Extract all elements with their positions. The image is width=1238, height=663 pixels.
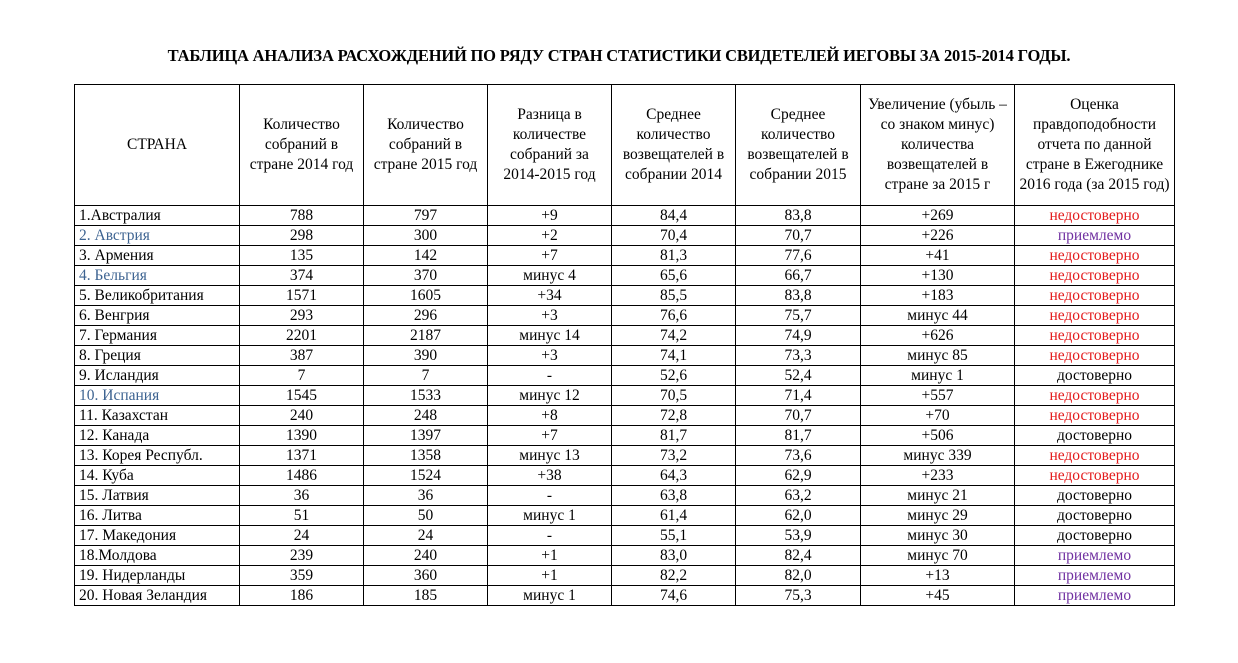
publisher-growth-cell: +626 [861, 326, 1015, 346]
congregation-difference-cell: - [488, 366, 612, 386]
table-header-row [75, 85, 1175, 206]
congregation-difference-cell: - [488, 486, 612, 506]
publisher-growth-cell: минус 30 [861, 526, 1015, 546]
avg-publishers-2014-cell: 70,5 [612, 386, 736, 406]
header-avg-publishers-2014: Среднее количество возвещателей в собрании 2014 [612, 85, 736, 206]
table-row [75, 446, 1175, 466]
avg-publishers-2014-cell: 81,7 [612, 426, 736, 446]
congregation-difference-cell: минус 4 [488, 266, 612, 286]
congregation-difference-cell: +2 [488, 226, 612, 246]
table-row [75, 266, 1175, 286]
table-row [75, 586, 1175, 606]
country-cell: 7. Германия [75, 326, 240, 346]
table-row [75, 306, 1175, 326]
table-row [75, 366, 1175, 386]
header-country: СТРАНА [75, 85, 240, 206]
congregations-2014-cell: 298 [240, 226, 364, 246]
avg-publishers-2014-cell: 73,2 [612, 446, 736, 466]
avg-publishers-2015-cell: 82,0 [736, 566, 861, 586]
table-row [75, 546, 1175, 566]
avg-publishers-2015-cell: 83,8 [736, 206, 861, 226]
table-row [75, 406, 1175, 426]
avg-publishers-2014-cell: 83,0 [612, 546, 736, 566]
header-avg-publishers-2015: Среднее количество возвещателей в собрании 2015 [736, 85, 861, 206]
avg-publishers-2014-cell: 74,6 [612, 586, 736, 606]
publisher-growth-cell: +557 [861, 386, 1015, 406]
congregations-2014-cell: 186 [240, 586, 364, 606]
table-row [75, 326, 1175, 346]
avg-publishers-2015-cell: 82,4 [736, 546, 861, 566]
plausibility-rating-cell: приемлемо [1015, 546, 1175, 566]
country-cell: 18.Молдова [75, 546, 240, 566]
plausibility-rating-cell: недостоверно [1015, 446, 1175, 466]
plausibility-rating-cell: достоверно [1015, 426, 1175, 446]
congregations-2014-cell: 24 [240, 526, 364, 546]
table-row [75, 486, 1175, 506]
congregations-2015-cell: 240 [364, 546, 488, 566]
congregation-difference-cell: +7 [488, 426, 612, 446]
country-cell: 8. Греция [75, 346, 240, 366]
plausibility-rating-cell: приемлемо [1015, 566, 1175, 586]
country-cell: 5. Великобритания [75, 286, 240, 306]
country-cell: 20. Новая Зеландия [75, 586, 240, 606]
avg-publishers-2015-cell: 62,9 [736, 466, 861, 486]
congregations-2014-cell: 374 [240, 266, 364, 286]
congregations-2014-cell: 240 [240, 406, 364, 426]
country-cell: 12. Канада [75, 426, 240, 446]
congregations-2014-cell: 36 [240, 486, 364, 506]
country-cell: 9. Исландия [75, 366, 240, 386]
congregations-2014-cell: 788 [240, 206, 364, 226]
avg-publishers-2014-cell: 76,6 [612, 306, 736, 326]
congregations-2015-cell: 1397 [364, 426, 488, 446]
country-cell: 15. Латвия [75, 486, 240, 506]
document-title: ТАБЛИЦА АНАЛИЗА РАСХОЖДЕНИЙ ПО РЯДУ СТРАН СТАТИСТИКИ СВИДЕТЕЛЕЙ ИЕГОВЫ ЗА 2015-2014 ГОДЫ. [167, 46, 1071, 65]
congregations-2015-cell: 24 [364, 526, 488, 546]
congregations-2015-cell: 360 [364, 566, 488, 586]
congregations-2014-cell: 1545 [240, 386, 364, 406]
avg-publishers-2015-cell: 53,9 [736, 526, 861, 546]
country-cell: 14. Куба [75, 466, 240, 486]
publisher-growth-cell: +70 [861, 406, 1015, 426]
publisher-growth-cell: минус 339 [861, 446, 1015, 466]
table-row [75, 426, 1175, 446]
avg-publishers-2015-cell: 70,7 [736, 226, 861, 246]
table-body [75, 206, 1175, 606]
congregations-2014-cell: 387 [240, 346, 364, 366]
avg-publishers-2015-cell: 75,7 [736, 306, 861, 326]
avg-publishers-2015-cell: 77,6 [736, 246, 861, 266]
avg-publishers-2015-cell: 63,2 [736, 486, 861, 506]
plausibility-rating-cell: недостоверно [1015, 246, 1175, 266]
plausibility-rating-cell: недостоверно [1015, 326, 1175, 346]
congregations-2015-cell: 370 [364, 266, 488, 286]
congregations-2015-cell: 797 [364, 206, 488, 226]
congregations-2015-cell: 50 [364, 506, 488, 526]
plausibility-rating-cell: недостоверно [1015, 206, 1175, 226]
congregation-difference-cell: минус 13 [488, 446, 612, 466]
congregations-2014-cell: 1390 [240, 426, 364, 446]
avg-publishers-2014-cell: 85,5 [612, 286, 736, 306]
congregations-2014-cell: 239 [240, 546, 364, 566]
publisher-growth-cell: минус 44 [861, 306, 1015, 326]
congregation-difference-cell: +3 [488, 306, 612, 326]
avg-publishers-2014-cell: 63,8 [612, 486, 736, 506]
avg-publishers-2014-cell: 52,6 [612, 366, 736, 386]
congregation-difference-cell: - [488, 526, 612, 546]
congregation-difference-cell: +3 [488, 346, 612, 366]
publisher-growth-cell: минус 21 [861, 486, 1015, 506]
table-row [75, 566, 1175, 586]
congregations-2015-cell: 1605 [364, 286, 488, 306]
congregations-2014-cell: 51 [240, 506, 364, 526]
header-publisher-growth: Увеличение (убыль – со знаком минус) количества возвещателей в стране за 2015 г [861, 85, 1015, 206]
congregations-2014-cell: 135 [240, 246, 364, 266]
publisher-growth-cell: +233 [861, 466, 1015, 486]
congregation-difference-cell: +8 [488, 406, 612, 426]
publisher-growth-cell: минус 70 [861, 546, 1015, 566]
country-cell: 11. Казахстан [75, 406, 240, 426]
congregation-difference-cell: +1 [488, 566, 612, 586]
congregations-2014-cell: 1486 [240, 466, 364, 486]
country-cell: 16. Литва [75, 506, 240, 526]
header-congregation-difference: Разница в количестве собраний за 2014-2015 год [488, 85, 612, 206]
avg-publishers-2014-cell: 82,2 [612, 566, 736, 586]
avg-publishers-2015-cell: 62,0 [736, 506, 861, 526]
congregation-difference-cell: минус 1 [488, 586, 612, 606]
publisher-growth-cell: +269 [861, 206, 1015, 226]
congregations-2014-cell: 359 [240, 566, 364, 586]
avg-publishers-2015-cell: 73,6 [736, 446, 861, 466]
table-row [75, 226, 1175, 246]
publisher-growth-cell: минус 29 [861, 506, 1015, 526]
plausibility-rating-cell: недостоверно [1015, 466, 1175, 486]
publisher-growth-cell: минус 85 [861, 346, 1015, 366]
header-congregations-2014: Количество собраний в стране 2014 год [240, 85, 364, 206]
publisher-growth-cell: +45 [861, 586, 1015, 606]
table-row [75, 286, 1175, 306]
avg-publishers-2014-cell: 61,4 [612, 506, 736, 526]
table-row [75, 386, 1175, 406]
avg-publishers-2015-cell: 83,8 [736, 286, 861, 306]
avg-publishers-2015-cell: 52,4 [736, 366, 861, 386]
congregation-difference-cell: +34 [488, 286, 612, 306]
country-cell: 6. Венгрия [75, 306, 240, 326]
publisher-growth-cell: +183 [861, 286, 1015, 306]
header-congregations-2015: Количество собраний в стране 2015 год [364, 85, 488, 206]
plausibility-rating-cell: недостоверно [1015, 306, 1175, 326]
country-cell: 1.Австралия [75, 206, 240, 226]
publisher-growth-cell: +130 [861, 266, 1015, 286]
congregation-difference-cell: минус 14 [488, 326, 612, 346]
congregations-2015-cell: 300 [364, 226, 488, 246]
avg-publishers-2015-cell: 70,7 [736, 406, 861, 426]
avg-publishers-2015-cell: 73,3 [736, 346, 861, 366]
plausibility-rating-cell: недостоверно [1015, 286, 1175, 306]
congregations-2015-cell: 7 [364, 366, 488, 386]
congregations-2015-cell: 1533 [364, 386, 488, 406]
plausibility-rating-cell: достоверно [1015, 366, 1175, 386]
country-cell: 17. Македония [75, 526, 240, 546]
avg-publishers-2014-cell: 64,3 [612, 466, 736, 486]
avg-publishers-2014-cell: 65,6 [612, 266, 736, 286]
congregations-2015-cell: 142 [364, 246, 488, 266]
congregation-difference-cell: +1 [488, 546, 612, 566]
avg-publishers-2014-cell: 74,1 [612, 346, 736, 366]
country-cell: 4. Бельгия [75, 266, 240, 286]
congregations-2015-cell: 185 [364, 586, 488, 606]
table-row [75, 206, 1175, 226]
plausibility-rating-cell: недостоверно [1015, 386, 1175, 406]
table-row [75, 346, 1175, 366]
congregations-2015-cell: 390 [364, 346, 488, 366]
table-row [75, 506, 1175, 526]
avg-publishers-2014-cell: 72,8 [612, 406, 736, 426]
congregations-2014-cell: 7 [240, 366, 364, 386]
plausibility-rating-cell: достоверно [1015, 526, 1175, 546]
country-cell: 3. Армения [75, 246, 240, 266]
congregations-2015-cell: 1524 [364, 466, 488, 486]
avg-publishers-2015-cell: 81,7 [736, 426, 861, 446]
congregations-2014-cell: 1371 [240, 446, 364, 466]
plausibility-rating-cell: недостоверно [1015, 266, 1175, 286]
publisher-growth-cell: +13 [861, 566, 1015, 586]
country-cell: 10. Испания [75, 386, 240, 406]
plausibility-rating-cell: достоверно [1015, 506, 1175, 526]
plausibility-rating-cell: достоверно [1015, 486, 1175, 506]
congregations-2015-cell: 2187 [364, 326, 488, 346]
country-cell: 19. Нидерланды [75, 566, 240, 586]
country-cell: 2. Австрия [75, 226, 240, 246]
plausibility-rating-cell: недостоверно [1015, 406, 1175, 426]
congregation-difference-cell: +9 [488, 206, 612, 226]
congregations-2015-cell: 36 [364, 486, 488, 506]
header-plausibility-rating: Оценка правдоподобности отчета по данной стране в Ежегоднике 2016 года (за 2015 год) [1015, 85, 1175, 206]
plausibility-rating-cell: приемлемо [1015, 586, 1175, 606]
table-row [75, 466, 1175, 486]
table-row [75, 526, 1175, 546]
congregations-2014-cell: 2201 [240, 326, 364, 346]
congregations-2014-cell: 293 [240, 306, 364, 326]
publisher-growth-cell: +41 [861, 246, 1015, 266]
publisher-growth-cell: +226 [861, 226, 1015, 246]
country-cell: 13. Корея Республ. [75, 446, 240, 466]
statistics-table [74, 84, 1175, 606]
publisher-growth-cell: минус 1 [861, 366, 1015, 386]
avg-publishers-2014-cell: 70,4 [612, 226, 736, 246]
congregations-2014-cell: 1571 [240, 286, 364, 306]
avg-publishers-2015-cell: 74,9 [736, 326, 861, 346]
congregation-difference-cell: +38 [488, 466, 612, 486]
avg-publishers-2015-cell: 66,7 [736, 266, 861, 286]
congregations-2015-cell: 248 [364, 406, 488, 426]
congregations-2015-cell: 296 [364, 306, 488, 326]
avg-publishers-2014-cell: 55,1 [612, 526, 736, 546]
avg-publishers-2014-cell: 74,2 [612, 326, 736, 346]
plausibility-rating-cell: приемлемо [1015, 226, 1175, 246]
congregation-difference-cell: минус 1 [488, 506, 612, 526]
table-row [75, 246, 1175, 266]
congregation-difference-cell: +7 [488, 246, 612, 266]
avg-publishers-2014-cell: 84,4 [612, 206, 736, 226]
congregations-2015-cell: 1358 [364, 446, 488, 466]
plausibility-rating-cell: недостоверно [1015, 346, 1175, 366]
avg-publishers-2014-cell: 81,3 [612, 246, 736, 266]
avg-publishers-2015-cell: 71,4 [736, 386, 861, 406]
congregation-difference-cell: минус 12 [488, 386, 612, 406]
avg-publishers-2015-cell: 75,3 [736, 586, 861, 606]
publisher-growth-cell: +506 [861, 426, 1015, 446]
